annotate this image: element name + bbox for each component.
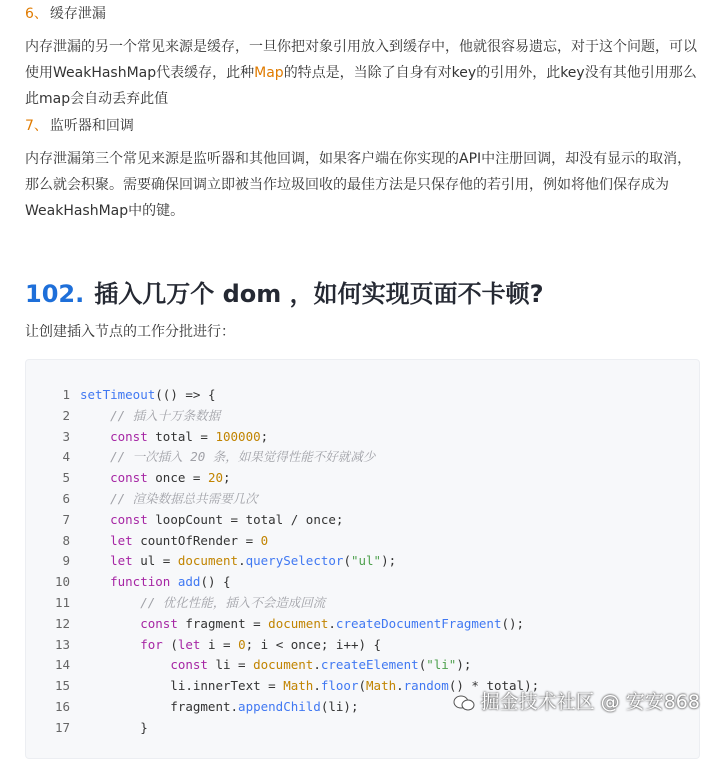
code-text: for (let i = 0; i < once; i++) { [140,636,382,652]
line-number: 16 [54,699,70,714]
code-text: setTimeout(() => { [80,387,216,402]
code-text: fragment.appendChild(li); [80,699,359,714]
question-number: 102. [25,280,85,308]
code-text: const fragment = document.createDocumentFragment(); [140,615,525,631]
map-highlight: Map [254,65,284,81]
line-number: 7 [62,511,70,527]
code-text: li.innerText = Math.floor(Math.random() * total); [80,678,540,694]
line-number: 8 [62,532,70,548]
line-number: 9 [62,553,70,569]
code-text: // 渲染数据总共需要几次 [110,491,258,506]
section-6-paragraph [25,34,700,112]
code-text: const loopCount = total / once; [110,511,344,527]
code-text: // 插入十万条数据 [110,407,221,423]
section-6-text-a: 内存泄漏的另一个常见来源是缓存，一旦你把对象引用放入到缓存中，他就很容易遗忘，对于这个问题，可以使用WeakHashMap代表缓存，此种 [25,39,697,81]
line-number: 14 [54,657,70,673]
line-number: 3 [62,428,70,444]
section-7-number: 7、 [25,118,48,134]
code-text: // 优化性能，插入不会造成回流 [140,595,326,610]
code-text: // 一次插入 20 条，如果觉得性能不好就减少 [110,449,376,465]
code-text: let countOfRender = 0 [110,532,269,548]
question-title: 插入几万个 dom ，如何实现页面不卡顿? [94,280,544,308]
line-number: 2 [62,407,70,423]
line-number: 12 [54,615,70,631]
code-text: const once = 20; [110,470,231,486]
line-number: 4 [62,449,70,465]
line-number: 13 [54,636,70,652]
code-text: function add() { [110,574,231,590]
code-text: const total = 100000; [110,428,269,444]
line-number: 10 [54,574,70,590]
code-text: } [80,719,148,735]
intro-text: 让创建插入节点的工作分批进行： [25,324,235,340]
section-7-title [25,114,134,138]
section-6-number: 6、 [25,6,48,22]
section-7-paragraph: 内存泄漏第三个常见来源是监听器和其他回调，如果客户端在你实现的API中注册回调，却没有显示的取消，那么就会积聚。需要确保回调立即被当作垃圾回收的最佳方法是只保存他的若引用，例如将他们保存成为WeakHashMap中的键。 [25,151,692,219]
section-6-title-text: 缓存泄漏 [49,6,106,22]
section-6-title [25,2,106,26]
code-text: let ul = document.querySelector("ul"); [110,553,397,569]
line-number: 15 [54,678,70,694]
watermark [453,688,700,716]
line-number: 17 [54,719,70,735]
line-number: 5 [62,470,70,486]
code-text: const li = document.createElement("li"); [170,657,472,673]
section-6-text-b: 的特点是，当除了自身有对key的引用外，此key没有其他引用那么此map会自动丢弃此值 [25,65,697,107]
wechat-icon [453,695,475,711]
watermark-text: 掘金技术社区 @ 安安868 [480,691,700,713]
line-number: 1 [62,387,70,402]
line-number: 11 [54,595,70,610]
line-number: 6 [62,491,70,506]
question-heading [25,276,544,312]
section-7-title-text: 监听器和回调 [49,118,134,134]
